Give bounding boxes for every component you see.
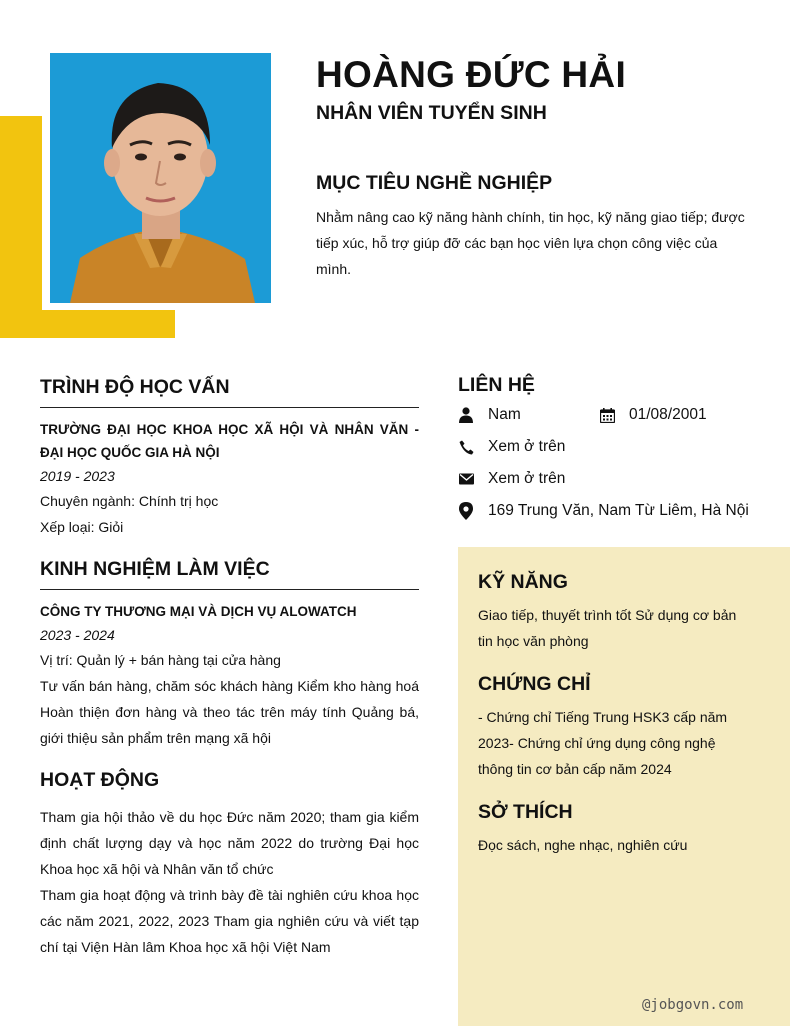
phone-value: Xem ở trên: [488, 438, 566, 455]
experience-description: Tư vấn bán hàng, chăm sóc khách hàng Kiểm kho hàng hoá Hoàn thiện đơn hàng và theo tác trên máy tính Quảng bá, giới thiệu sản phẩm trên mạng xã hội: [40, 678, 419, 746]
certificates-heading: CHỨNG CHỈ: [478, 673, 591, 695]
certificates-text: - Chứng chỉ Tiếng Trung HSK3 cấp năm 2023- Chứng chỉ ứng dụng công nghệ thông tin cơ bản cấp năm 2024: [478, 709, 728, 777]
hobbies-heading: SỞ THÍCH: [478, 801, 573, 823]
job-title: NHÂN VIÊN TUYỂN SINH: [316, 102, 547, 124]
education-grade: Xếp loại: Giỏi: [40, 519, 124, 535]
skills-text: Giao tiếp, thuyết trình tốt Sử dụng cơ bản tin học văn phòng: [478, 607, 737, 649]
yellow-accent-bar-bottom: [0, 310, 175, 338]
contact-birthday: [599, 406, 707, 424]
activities-section: [40, 769, 419, 960]
candidate-name: HOÀNG ĐỨC HẢI: [316, 54, 627, 95]
education-heading: TRÌNH ĐỘ HỌC VẤN: [40, 376, 419, 408]
activity-item: Tham gia hội thảo về du học Đức năm 2020; tham gia kiểm định chất lượng dạy và học năm 2022 do trường Đại học Khoa học xã hội và Nhân văn tổ chức: [40, 809, 419, 877]
watermark: @jobgovn.com: [642, 997, 744, 1013]
address-value: 169 Trung Văn, Nam Từ Liêm, Hà Nội: [488, 502, 749, 519]
phone-icon: [458, 439, 474, 455]
experience-position: Vị trí: Quản lý + bán hàng tại cửa hàng: [40, 652, 281, 668]
email-value: Xem ở trên: [488, 470, 566, 487]
experience-heading: KINH NGHIỆM LÀM VIỆC: [40, 558, 419, 590]
gender-value: Nam: [488, 406, 521, 423]
hobbies-text: Đọc sách, nghe nhạc, nghiên cứu: [478, 837, 688, 853]
education-period: 2019 - 2023: [40, 468, 115, 484]
contact-address: [458, 502, 749, 520]
activities-heading: HOẠT ĐỘNG: [40, 769, 160, 791]
calendar-icon: [599, 407, 615, 423]
person-icon: [458, 407, 474, 423]
contact-email: [458, 470, 565, 488]
contact-phone: [458, 438, 565, 456]
objective-heading: MỤC TIÊU NGHỀ NGHIỆP: [316, 172, 553, 194]
education-major: Chuyên ngành: Chính trị học: [40, 493, 219, 509]
email-icon: [458, 471, 474, 487]
side-panel: [458, 547, 790, 1026]
education-section: [40, 376, 419, 540]
contact-gender: [458, 406, 521, 424]
company-name: CÔNG TY THƯƠNG MẠI VÀ DỊCH VỤ ALOWATCH: [40, 604, 357, 619]
skills-heading: KỸ NĂNG: [478, 571, 568, 593]
objective-text: Nhằm nâng cao kỹ năng hành chính, tin học, kỹ năng giao tiếp; được tiếp xúc, hỗ trợ giúp đỡ các bạn học viên lựa chọn công việc của mình.: [316, 209, 745, 277]
yellow-accent-bar: [0, 116, 42, 338]
activity-item: Tham gia hoạt động và trình bày đề tài nghiên cứu khoa học các năm 2021, 2022, 2023 Tham gia nghiên cứu và viết tạp chí tại Viện Hàn lâm Khoa học xã hội Việt Nam: [40, 887, 419, 955]
profile-photo: [50, 53, 271, 303]
birthday-value: 01/08/2001: [629, 406, 707, 423]
experience-section: [40, 558, 419, 751]
location-pin-icon: [458, 503, 474, 519]
contact-heading: LIÊN HỆ: [458, 374, 535, 396]
school-name: TRƯỜNG ĐẠI HỌC KHOA HỌC XÃ HỘI VÀ NHÂN VĂN - ĐẠI HỌC QUỐC GIA HÀ NỘI: [40, 422, 419, 460]
experience-period: 2023 - 2024: [40, 627, 115, 643]
